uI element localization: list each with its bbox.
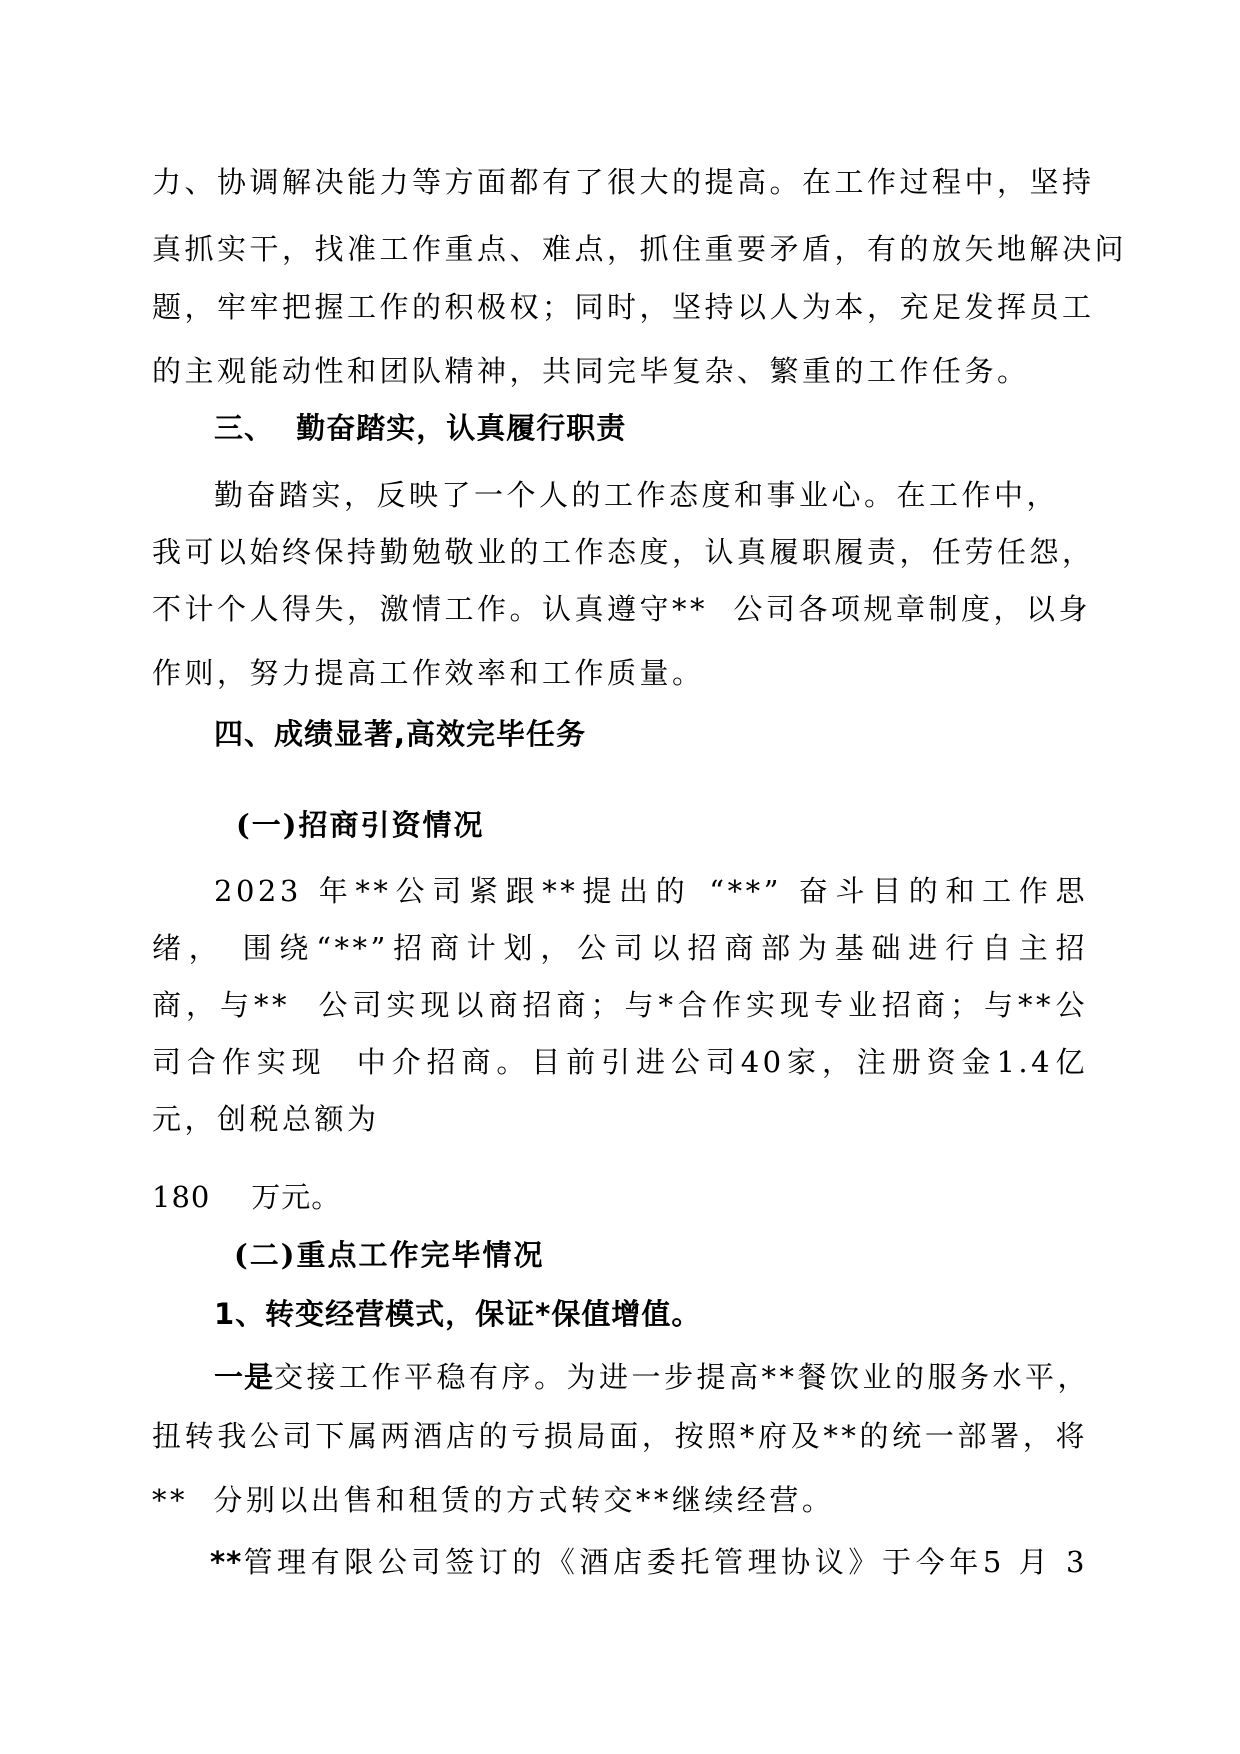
paragraph-line: 不计个人得失，激情工作。认真遵守** 公司各项规章制度，以身 xyxy=(152,592,1091,626)
paragraph-line: 力、协调解决能力等方面都有了很大的提高。在工作过程中，坚持 xyxy=(152,165,1095,199)
paragraph-line: 我可以始终保持勤勉敬业的工作态度，认真履职履责，任劳任怨， xyxy=(152,535,1095,569)
paragraph-line: 题，牢牢把握工作的积极权；同时，坚持以人为本，充足发挥员工 xyxy=(152,290,1095,324)
paragraph-line: 扭转我公司下属两酒店的亏损局面，按照*府及**的统一部署，将 xyxy=(152,1419,1088,1453)
paragraph-line xyxy=(210,1542,1088,1582)
paragraph-line: 2023 年**公司紧跟**提出的 “**” 奋斗目的和工作思 xyxy=(214,874,1088,908)
paragraph-line: 司合作实现 中介招商。目前引进公司40家，注册资金1.4亿 xyxy=(152,1045,1088,1079)
paragraph-line: 作则，努力提高工作效率和工作质量。 xyxy=(152,656,705,690)
lead-emphasis: 一是 xyxy=(214,1360,275,1394)
subsection-heading: (二)重点工作完毕情况 xyxy=(234,1238,545,1272)
paragraph-line: ** 分别以出售和租赁的方式转交**继续经营。 xyxy=(152,1483,835,1517)
paragraph-line: 勤奋踏实，反映了一个人的工作态度和事业心。在工作中， xyxy=(214,478,1060,512)
paragraph-line: 元，创税总额为 xyxy=(152,1102,380,1136)
item-heading: 1、转变经营模式，保证*保值增值。 xyxy=(214,1297,702,1331)
lead-text: 管理有限公司签订的《酒店委托管理协议》于今年5 月 3 xyxy=(242,1545,1088,1579)
paragraph-line: 180 万元。 xyxy=(152,1180,342,1214)
lead-text: 交接工作平稳有序。为进一步提高**餐饮业的服务水平， xyxy=(274,1360,1091,1394)
paragraph-line: 商，与** 公司实现以商招商；与*合作实现专业招商；与**公 xyxy=(152,988,1088,1022)
paragraph-line: 真抓实干，找准工作重点、难点，抓住重要矛盾，有的放矢地解决问 xyxy=(152,232,1128,266)
subsection-heading: (一)招商引资情况 xyxy=(236,808,485,842)
section-heading: 四、成绩显著,高效完毕任务 xyxy=(214,717,587,751)
section-heading: 三、 勤奋踏实，认真履行职责 xyxy=(214,411,627,445)
lead-emphasis: ** xyxy=(210,1545,243,1579)
paragraph-line: 绪， 围绕“**”招商计划，公司以招商部为基础进行自主招 xyxy=(152,931,1088,965)
paragraph-line: 的主观能动性和团队精神，共同完毕复杂、繁重的工作任务。 xyxy=(152,354,1030,388)
paragraph-line xyxy=(214,1357,1091,1397)
